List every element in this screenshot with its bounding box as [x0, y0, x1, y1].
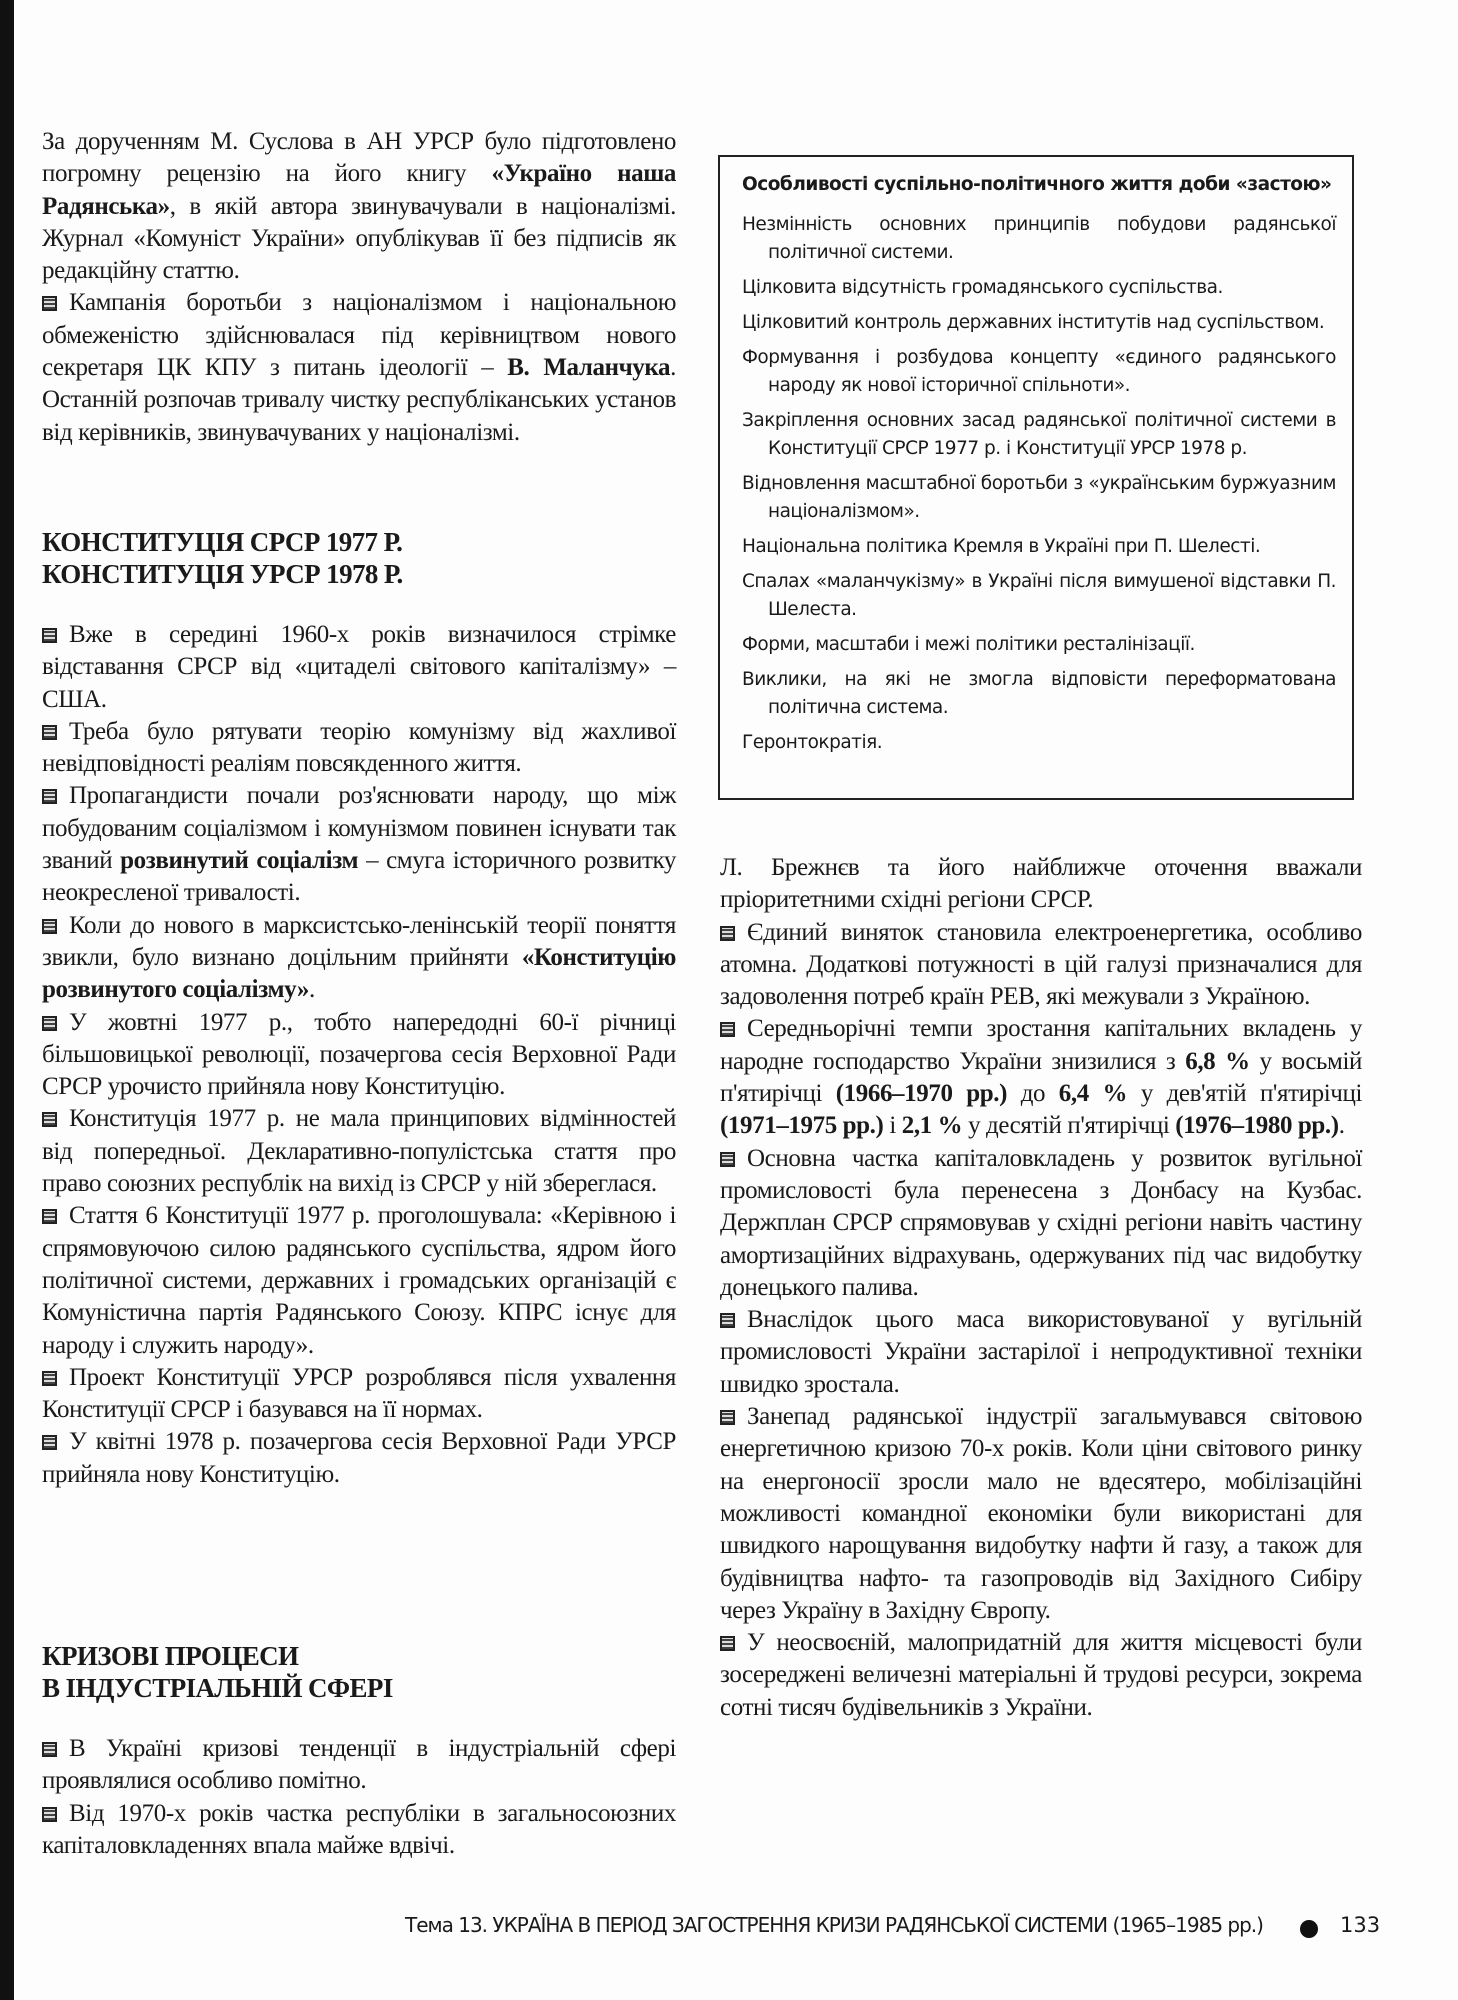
text-segment: у дев'ятій п'ятирічці — [1127, 1080, 1362, 1108]
page-number: 133 — [1340, 1913, 1381, 1937]
info-box-title: Особливості суспільно-політичного життя доби «застою» — [742, 174, 1332, 195]
info-box-item: Цілковитий контроль державних інститутів над суспільством. — [742, 312, 1325, 333]
paragraph — [42, 716, 676, 781]
bullet-icon — [42, 1112, 57, 1127]
paragraph — [42, 1200, 676, 1361]
heading-line: КРИЗОВІ ПРОЦЕСИ — [42, 1641, 299, 1671]
text-segment: Пропагандисти почали роз'яснювати народу, що між побудованим соціалізмом і комунізмом повинен існувати так званий — [42, 782, 676, 875]
info-box-item: Форми, масштаби і межі політики ресталінізації. — [742, 634, 1195, 655]
running-title: Тема 13. УКРАЇНА В ПЕРІОД ЗАГОСТРЕННЯ КРИЗИ РАДЯНСЬКОЇ СИСТЕМИ (1965–1985 рр.) — [405, 1913, 1263, 1937]
info-box-item: Закріплення основних засад радянської політичної системи в Конституції СРСР 1977 р. і Конституції УРСР 1978 р. — [742, 410, 1336, 459]
bullet-icon — [42, 789, 57, 804]
bullet-icon — [42, 919, 57, 934]
text-segment: у десятій п'ятирічці — [962, 1112, 1176, 1140]
bold-term: (1971–1975 рр.) — [720, 1112, 884, 1140]
heading-line: КОНСТИТУЦІЯ СРСР 1977 Р. — [42, 527, 403, 557]
paragraph — [720, 852, 1362, 917]
bold-term: (1966–1970 рр.) — [835, 1080, 1008, 1108]
info-box — [718, 155, 1354, 800]
bold-term: «Україно наша Радянська» — [42, 160, 676, 220]
bullet-icon — [720, 1636, 735, 1651]
bold-term: 6,8 % — [1185, 1047, 1250, 1075]
text-segment: Єдиний виняток становила електроенергетика, особливо атомна. Додаткові потужності в цій галузі призначалися для задоволення потреб країн РЕВ, які межували з Україною. — [720, 918, 1362, 1011]
info-box-list — [742, 211, 1336, 757]
bullet-icon — [720, 1022, 735, 1037]
info-box-item: Цілковита відсутність громадянського суспільства. — [742, 277, 1223, 298]
paragraph — [42, 619, 676, 716]
text-segment: В Україні кризові тенденції в індустріальній сфері проявлялися особливо помітно. — [42, 1735, 676, 1795]
bullet-icon — [42, 296, 57, 311]
text-segment: У жовтні 1977 р., тобто напередодні 60-ї річниці більшовицької революції, позачергова сесія Верховної Ради СРСР урочисто прийняла нову Конституцію. — [42, 1008, 676, 1101]
paragraph — [720, 1304, 1362, 1401]
info-box-item: Відновлення масштабної боротьби з «українським буржуазним націоналізмом». — [742, 473, 1336, 522]
text-segment: Л. Брежнєв та його найближче оточення вважали пріоритетними східні регіони СРСР. — [720, 854, 1362, 914]
bold-term: розвинутий соціалізм — [120, 847, 359, 875]
paragraph — [720, 1143, 1362, 1304]
text-segment: Коли до нового в марксистсько-ленінській теорії поняття звикли, було визнано доцільним прийняти — [42, 911, 676, 971]
paragraph — [720, 1627, 1362, 1724]
bullet-icon — [720, 1313, 735, 1328]
paragraph — [42, 1798, 676, 1863]
text-segment: Проект Конституції УРСР розроблявся після ухвалення Конституції СРСР і базувався на її нормах. — [42, 1363, 676, 1424]
text-segment: У квітні 1978 р. позачергова сесія Верховної Ради УРСР прийняла нову Конституцію. — [42, 1428, 676, 1488]
bullet-icon — [42, 1371, 57, 1386]
text-segment: . Останній розпочав тривалу чистку республіканських установ від керівників, звинувачуваних у націоналізмі. — [42, 354, 676, 446]
text-segment: Конституція 1977 р. не мала принципових відмінностей від попередньої. Декларативно-популістська стаття про право союзних республік на вихід із СРСР у ній збереглася. — [42, 1105, 676, 1198]
paragraph — [42, 126, 676, 287]
bold-term: (1976–1980 рр.) — [1175, 1112, 1339, 1140]
info-box-item: Виклики, на які не змогла відповісти переформатована політична система. — [742, 669, 1336, 718]
bold-term: «Конституцію розвинутого соціалізму» — [42, 943, 676, 1004]
footer-dot-icon — [1300, 1920, 1318, 1938]
text-segment: . — [308, 976, 315, 1004]
text-segment: , в якій автора звинувачували в націоналізмі. Журнал «Комуніст України» опублікував її без підписів як редакційну статтю. — [42, 192, 676, 285]
info-box-item: Національна політика Кремля в Україні при П. Шелесті. — [742, 536, 1261, 557]
scan-edge — [0, 0, 14, 2000]
left-intro — [42, 126, 676, 449]
text-segment: Кампанія боротьби з націоналізмом і національною обмеженістю здійснювалася під керівництвом нового секретаря ЦК КПУ з питань ідеології – — [42, 289, 676, 382]
text-segment: За дорученням М. Суслова в АН УРСР було підготовлено погромну рецензію на його книгу — [42, 128, 676, 188]
text-segment: до — [1007, 1080, 1059, 1108]
text-segment: Стаття 6 Конституції 1977 р. проголошувала: «Керівною і спрямовуючою силою радянського суспільства, ядром його політичної системи, державних і громадських організацій є Комуністична партія Радянського Союзу. КПРС існує для народу і служить народу». — [42, 1202, 676, 1359]
bullet-icon — [42, 725, 57, 740]
bold-term: 2,1 % — [901, 1112, 963, 1140]
bold-term: 6,4 % — [1058, 1080, 1128, 1108]
bullet-icon — [42, 1435, 57, 1450]
heading-industrial-crisis — [42, 1640, 676, 1704]
bullet-icon — [720, 1152, 735, 1167]
bullet-icon — [42, 1807, 57, 1822]
text-segment: Від 1970-х років частка республіки в загальносоюзних капіталовкладеннях впала майже вдвічі. — [42, 1799, 676, 1859]
paragraph — [42, 287, 676, 448]
left-section-constitution — [42, 619, 676, 1491]
text-segment: у восьмій п'ятирічці — [720, 1047, 1362, 1108]
info-box-item: Формування і розбудова концепту «єдиного радянського народу як нової історичної спільноти». — [742, 347, 1336, 396]
paragraph — [42, 1426, 676, 1491]
heading-line: В ІНДУСТРІАЛЬНІЙ СФЕРІ — [42, 1673, 393, 1703]
text-segment: Внаслідок цього маса використовуваної у вугільній промисловості України застарілої і непродуктивної техніки швидко зростала. — [720, 1306, 1362, 1398]
paragraph — [42, 780, 676, 909]
paragraph — [720, 1401, 1362, 1627]
paragraph — [42, 1733, 676, 1798]
text-segment: Середньорічні темпи зростання капітальних вкладень у народне господарство України знизилися з — [720, 1015, 1362, 1075]
info-box-item: Геронтократія. — [742, 732, 883, 753]
text-segment: Основна частка капіталовкладень у розвиток вугільної промисловості була перенесена з Донбасу на Кузбас. Держплан СРСР спрямовував у східні регіони навіть частину амортизаційних відрахувань, одержуваних під час видобутку донецького палива. — [720, 1144, 1362, 1301]
text-segment: Вже в середині 1960-х років визначилося стрімке відставання СРСР від «цитаделі світового капіталізму» – США. — [42, 621, 676, 713]
text-segment: Треба було рятувати теорію комунізму від жахливої невідповідності реаліям повсякденного життя. — [42, 717, 676, 778]
paragraph — [42, 1362, 676, 1427]
bullet-icon — [42, 1209, 57, 1224]
paragraph — [42, 910, 676, 1007]
paragraph — [42, 1007, 676, 1104]
bullet-icon — [42, 628, 57, 643]
text-segment: . — [1338, 1112, 1345, 1140]
paragraph — [720, 1013, 1362, 1142]
right-column-text — [720, 852, 1362, 1724]
bullet-icon — [42, 1016, 57, 1031]
bullet-icon — [720, 926, 735, 941]
left-section-industry — [42, 1733, 676, 1862]
paragraph — [720, 917, 1362, 1014]
bullet-icon — [720, 1410, 735, 1425]
bold-term: В. Маланчука — [507, 354, 671, 382]
text-segment: – смуга історичного розвитку неокресленої тривалості. — [42, 847, 676, 907]
paragraph — [42, 1103, 676, 1200]
info-box-item: Спалах «маланчукізму» в Україні після вимушеної відставки П. Шелеста. — [742, 571, 1336, 620]
heading-line: КОНСТИТУЦІЯ УРСР 1978 Р. — [42, 559, 403, 589]
info-box-item: Незмінність основних принципів побудови радянської політичної системи. — [742, 214, 1336, 263]
text-segment: і — [883, 1112, 902, 1140]
text-segment: У неосвоєній, малопридатній для життя місцевості були зосереджені величезні матеріальні й трудові ресурси, зокрема сотні тисяч будівельників з України. — [720, 1629, 1362, 1721]
text-segment: Занепад радянської індустрії загальмувався світовою енергетичною кризою 70-х років. Коли ціни світового ринку на енергоносії зросли мало не вдесятеро, мобілізаційні можливості командної економіки були використані для швидкого нарощування видобутку нафти й газу, а також для будівництва нафто- та газопроводів від Західного Сибіру через Україну в Західну Європу. — [720, 1403, 1362, 1624]
bullet-icon — [42, 1742, 57, 1757]
heading-constitution — [42, 526, 676, 590]
